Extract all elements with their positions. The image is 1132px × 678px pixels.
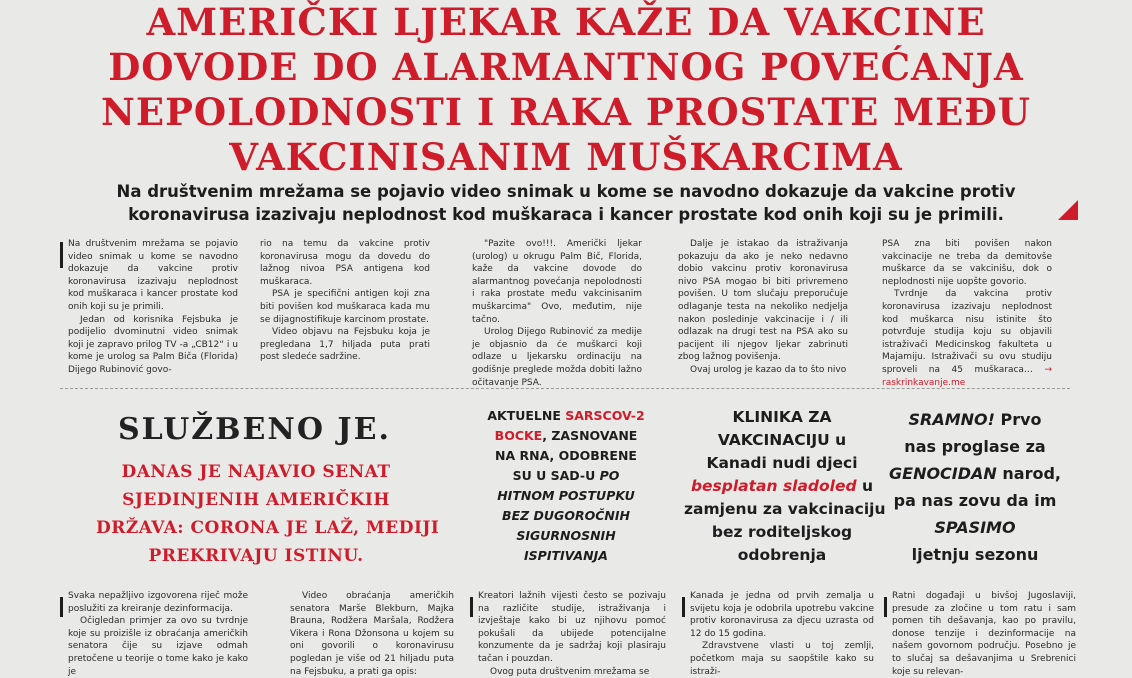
subtitle-line: DANAS JE NAJAVIO SENAT (121, 462, 391, 482)
italic-text: PO (599, 468, 620, 483)
headline-line: ISPITIVANJA (524, 548, 608, 563)
highlight-text: BOCKE (494, 428, 543, 443)
text: narod, (996, 464, 1061, 483)
headline-line (684, 475, 880, 498)
paragraph-marker (470, 597, 473, 617)
bottom-column-3 (478, 590, 666, 677)
paragraph: Dalje je istakao da istraživanja pokazuju da ako je neko nedavno dobio vakcinu protiv koronavirusa nivo PSA mogao bi biti privremeno povišen. U tom slučaju preporučuje odlaganje testa na nekoliko nedjelja nakon posledinje vakcinacije i / ili odlazak na drugi test na PSA ako su pacijent ili njegov ljekar zabrinuti zbog lažnog povišenja. (678, 239, 848, 363)
headline-line: HITNOM POSTUPKU (497, 488, 635, 503)
story-headline-klinika (684, 406, 886, 576)
source-link[interactable]: → raskrinkavanje.me (882, 364, 1052, 388)
italic-text: SRAMNO! (908, 410, 995, 429)
paragraph: Očigledan primjer za ovo su tvrdnje koje su proizišle iz obraćanja američkih senatora čije su izjave odmah pretočene u teorije o tome kako je kako je (68, 616, 248, 677)
bottom-column-4 (690, 590, 874, 677)
headline-line (880, 406, 1070, 433)
paragraph: rio na temu da vakcine protiv koronavirusa mogu da dovedu do lažnog nivoa PSA antigena kod muškaraca. (260, 239, 430, 287)
paragraph-text: Tvrdnje da vakcina protiv koronavirusa izazivaju neplodnost kod muškarca nisu istinite što potvrđuje studija koju su objavili istraživači Medicinskog fakulteta u Majamiju. Istraživači su ovu studiju sproveli na 45 muškaraca… (882, 289, 1052, 375)
paragraph-marker (682, 597, 685, 617)
body-column-1 (68, 238, 238, 377)
paragraph-marker (884, 597, 887, 617)
paragraph: Jedan od korisnika Fejsbuka je podijelio dvominutni video snimak koji je zapravo prilog TV -a „CB12“ i u kome je urolog sa Palm Biča (Florida) Dijego Rubinović govo- (68, 314, 238, 375)
headline-line: DOVODE DO ALARMANTNOG POVEĆANJA (108, 45, 1024, 89)
headline-line: VAKCINISANIM MUŠKARCIMA (229, 135, 903, 179)
paragraph-marker (60, 597, 63, 617)
headline-line: SPASIMO (934, 518, 1016, 537)
headline-line: AMERIČKI LJEKAR KAŽE DA VAKCINE (146, 0, 986, 44)
lead-line: koronavirusa izazivaju neplodnost kod muškaraca i kancer prostate kod onih koji su je primili. (128, 205, 1004, 224)
paragraph: Svaka nepažljivo izgovorena riječ može poslužiti za kreiranje dezinformacija. (68, 591, 248, 614)
headline-line: odobrenja (737, 546, 827, 564)
text: AKTUELNE (487, 408, 566, 423)
paragraph: "Pazite ovo!!!. Američki ljekar (urolog) u okrugu Palm Bič, Florida, kaže da vakcine dovode do alarmantnog povećanja nepolodnosti i raka prostate među vakcinisanim muškarcima" Ovo, međutim, nije tačno. (472, 239, 642, 325)
headline-line (880, 460, 1070, 487)
italic-text: GENOCIDAN (889, 464, 997, 483)
headline-line: Kanadi nudi djeci (706, 454, 858, 472)
subtitle-line: SJEDINJENIH AMERIČKIH (122, 490, 390, 510)
highlight-text: besplatan sladoled (690, 477, 857, 495)
article-lead (40, 180, 1092, 226)
subtitle-line: DRŽAVA: CORONA JE LAŽ, MEDIJI (96, 518, 440, 538)
paragraph: PSA zna biti povišen nakon vakcinacije ne treba da demitovše muškarce da se vakcinišu, dok o neplodnosti nije uopšte govorio. (882, 239, 1052, 287)
bottom-column-2 (290, 590, 454, 677)
headline-line: bez roditeljskog (711, 523, 853, 541)
headline-line: ljetnju sezonu (911, 545, 1039, 564)
highlight-text: SARSCOV-2 (565, 408, 645, 423)
paragraph: Ovaj urolog je kazao da to što nivo (690, 364, 847, 375)
story-subtitle-senat (96, 458, 440, 570)
headline-line: SIGURNOSNIH (516, 528, 616, 543)
text: SU U SAD-U (512, 468, 600, 483)
text: u (856, 477, 874, 495)
paragraph: Ratni događaji u bivšoj Jugoslaviji, presude za zločine u tom ratu i sam pomen tih dešavanja, kao po pravilu, donose tenzije i dezinformacije na našem govornom području. Posebno je to slučaj sa dešavanjima u Srebrenici koje su relevan- (892, 591, 1076, 677)
article-body (60, 238, 1070, 388)
paragraph: Video objavu na Fejsbuku koja je pregledana 1,7 hiljada puta prati post sledeće sadržine. (260, 327, 430, 363)
headline-line: BEZ DUGOROČNIH (502, 508, 630, 523)
headline-line (466, 406, 666, 426)
bottom-column-1 (68, 590, 248, 677)
headline-line (466, 426, 666, 446)
paragraph: PSA je specifični antigen koji zna biti povišen kod muškaraca kada mu se dijagnostifikuje karcinom prostate. (260, 289, 430, 325)
headline-line: KLINIKA ZA (732, 408, 832, 426)
paragraph: Na društvenim mrežama se pojavio video snimak u kome se navodno dokazuje da vakcine protiv koronavirusa izazivaju neplodnost kod muškaraca i kancer prostate kod onih koji su je primili. (68, 239, 238, 312)
paragraph: Kreatori lažnih vijesti često se pozivaju na različite studije, istraživanja i izvještaje kako bi uz njihovu pomoć pokušali da ubijede potencijalne konzumente da je sadržaj koji plasiraju tačan i pouzdan. (478, 591, 666, 664)
headline-line: NA RNA, ODOBRENE (495, 448, 637, 463)
text: Prvo (994, 410, 1042, 429)
paragraph: Zdravstvene vlasti u toj zemlji, početkom maja su saopštile kako su istraži- (690, 641, 874, 677)
paragraph: Kanada je jedna od prvih zemalja u svijetu koja je odobrila upotrebu vakcine protiv koronavirusa za djecu uzrasta od 12 do 15 godina. (690, 591, 874, 639)
text: , ZASNOVANE (542, 428, 638, 443)
paragraph: Video obraćanja američkih senatora Marše Blekburn, Majka Brauna, Rodžera Maršala, Rodžera Vikera i Rona Džonsona u kojem su oni govorili o koronavirusu pogledan je više od 21 hiljadu puta na Fejsbuku, a prati ga opis: (290, 591, 454, 677)
body-column-3 (472, 238, 642, 389)
paragraph (882, 288, 1052, 389)
headline-line: NEPOLODNOSTI I RAKA PROSTATE MEĐU (101, 90, 1031, 134)
headline-line: pa nas zovu da im (893, 491, 1057, 510)
bottom-column-5 (892, 590, 1076, 677)
headline-line: VAKCINACIJU u (717, 431, 847, 449)
subtitle-line: PREKRIVAJU ISTINU. (148, 546, 364, 566)
story-headline-sarscov (466, 406, 666, 576)
main-headline (40, 0, 1092, 180)
headline-line: zamjenu za vakcinaciju (684, 500, 886, 518)
lead-line: Na društvenim mrežama se pojavio video snimak u kome se navodno dokazuje da vakcine protiv (116, 182, 1016, 201)
headline-line: nas proglase za (904, 437, 1046, 456)
paragraph-marker (60, 242, 63, 268)
body-column-2 (260, 238, 430, 364)
body-column-5 (882, 238, 1052, 389)
paragraph: Ovog puta društvenim mrežama se (490, 666, 650, 677)
headline-line (466, 466, 666, 486)
corner-triangle-icon (1058, 200, 1078, 220)
story-title-sluzbeno: SLUŽBENO JE. (118, 412, 391, 447)
section-divider (60, 388, 1070, 389)
story-headline-sramno (880, 406, 1070, 576)
body-column-4 (678, 238, 848, 377)
paragraph: Urolog Dijego Rubinović za medije je objasnio da će muškarci koji odlaze u ljekarsku ordinaciju na godišnje preglede možda dobiti lažno očitavanje PSA. (472, 327, 642, 388)
